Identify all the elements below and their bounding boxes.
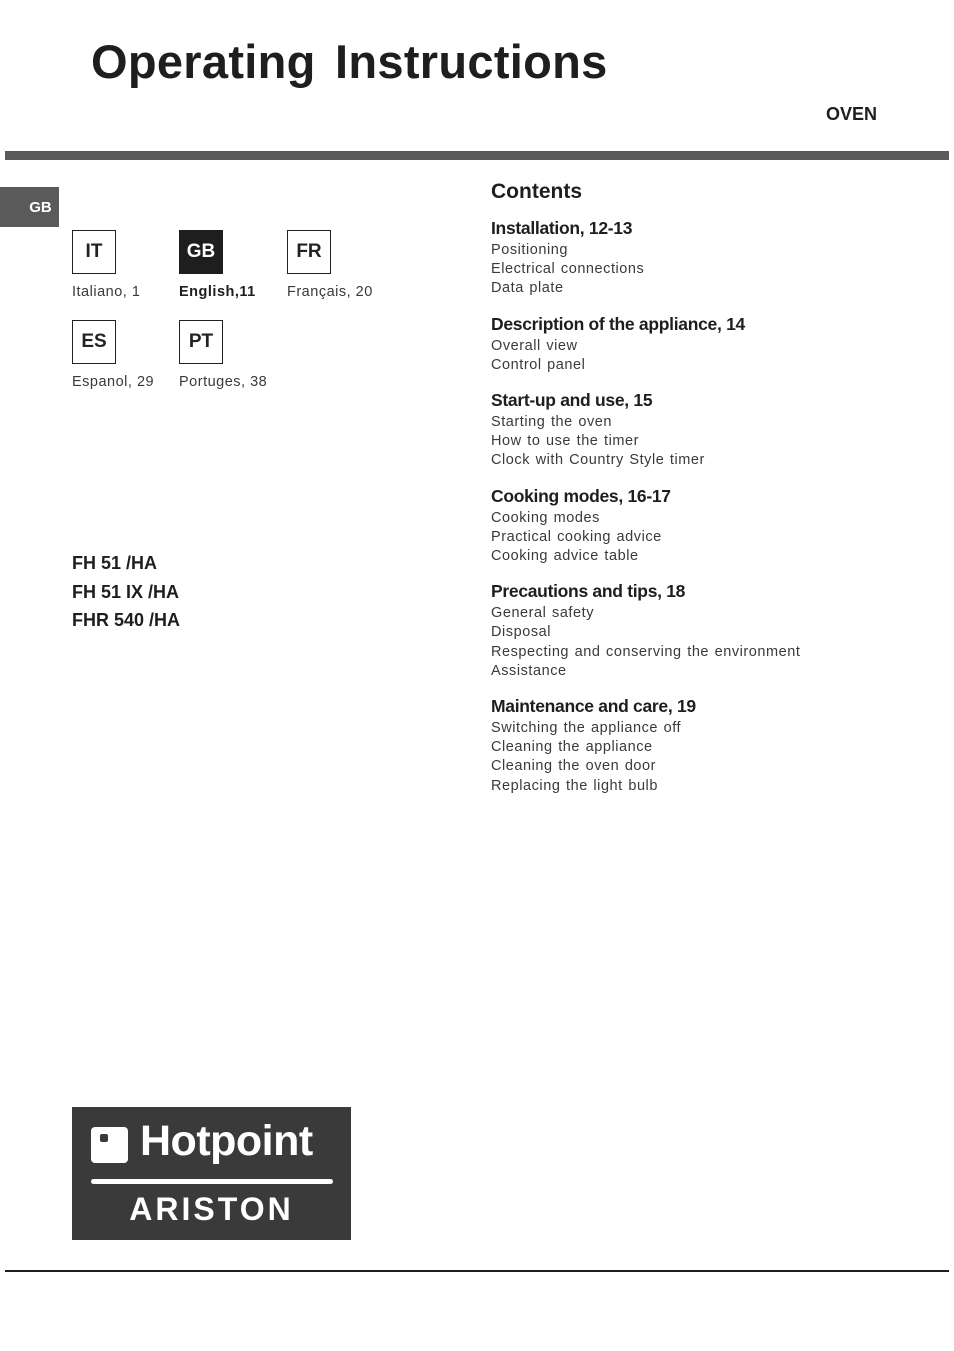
header-divider: [5, 151, 949, 160]
toc-item[interactable]: Cooking advice table: [491, 548, 639, 565]
toc-item[interactable]: Disposal: [491, 624, 552, 641]
language-caption: Portuges, 38: [179, 374, 268, 390]
toc-section-title[interactable]: Precautions and tips, 18: [491, 581, 686, 602]
toc-item[interactable]: Cleaning the oven door: [491, 758, 657, 775]
language-caption: Espanol, 29: [72, 374, 155, 390]
model-number: FH 51 IX /HA: [72, 581, 180, 602]
language-caption: Français, 20: [287, 284, 373, 300]
contents-heading: Contents: [491, 180, 582, 203]
language-french[interactable]: [287, 230, 417, 300]
logo-mark-icon: [91, 1127, 128, 1163]
footer-divider: [5, 1270, 949, 1272]
toc-section-startup: [491, 390, 911, 471]
language-code-box: ES: [72, 320, 116, 364]
toc-item[interactable]: Clock with Country Style timer: [491, 452, 705, 469]
toc-item[interactable]: Positioning: [491, 242, 568, 258]
logo-divider: [91, 1179, 333, 1184]
language-code-box: GB: [179, 230, 223, 274]
toc-item[interactable]: General safety: [491, 605, 594, 622]
toc-item[interactable]: Starting the oven: [491, 414, 612, 431]
model-list: [72, 551, 180, 637]
product-type: OVEN: [825, 104, 877, 124]
page-title: Operating Instructions: [91, 35, 608, 88]
toc-item[interactable]: Cooking modes: [491, 509, 600, 526]
toc-item[interactable]: Assistance: [491, 662, 567, 679]
table-of-contents: [491, 180, 911, 811]
toc-section-cooking-modes: [491, 486, 911, 567]
toc-section-description: [491, 314, 911, 375]
toc-section-title[interactable]: Start-up and use, 15: [491, 390, 653, 411]
language-code-box: FR: [287, 230, 331, 274]
language-code-box: PT: [179, 320, 223, 364]
language-side-tab: GB: [0, 187, 59, 227]
model-number: FHR 540 /HA: [72, 610, 181, 630]
toc-section-precautions: [491, 581, 911, 681]
toc-section-title[interactable]: Cooking modes, 16-17: [491, 485, 671, 506]
toc-section-title[interactable]: Description of the appliance, 14: [491, 313, 745, 334]
logo-wordmark-primary: Hotpoint: [140, 1117, 313, 1165]
toc-item[interactable]: How to use the timer: [491, 433, 639, 450]
toc-item[interactable]: Switching the appliance off: [491, 720, 682, 737]
toc-section-installation: [491, 218, 911, 299]
logo-wordmark-secondary: ARISTON: [129, 1191, 294, 1227]
toc-item[interactable]: Overall view: [491, 337, 578, 354]
toc-item[interactable]: Control panel: [491, 356, 586, 373]
language-caption: English,11: [179, 284, 256, 300]
toc-item[interactable]: Data plate: [491, 280, 564, 297]
toc-item[interactable]: Replacing the light bulb: [491, 777, 658, 794]
language-portuguese[interactable]: [179, 320, 309, 390]
brand-logo: [72, 1107, 351, 1240]
language-code-box: IT: [72, 230, 116, 274]
toc-section-title[interactable]: Installation, 12-13: [491, 218, 633, 238]
toc-item[interactable]: Respecting and conserving the environment: [491, 643, 801, 660]
toc-section-maintenance: [491, 696, 911, 796]
toc-section-title[interactable]: Maintenance and care, 19: [491, 696, 696, 717]
language-caption: Italiano, 1: [72, 284, 141, 300]
model-number: FH 51 /HA: [72, 553, 158, 573]
toc-item[interactable]: Cleaning the appliance: [491, 739, 653, 756]
toc-item[interactable]: Practical cooking advice: [491, 528, 662, 545]
toc-item[interactable]: Electrical connections: [491, 261, 645, 278]
